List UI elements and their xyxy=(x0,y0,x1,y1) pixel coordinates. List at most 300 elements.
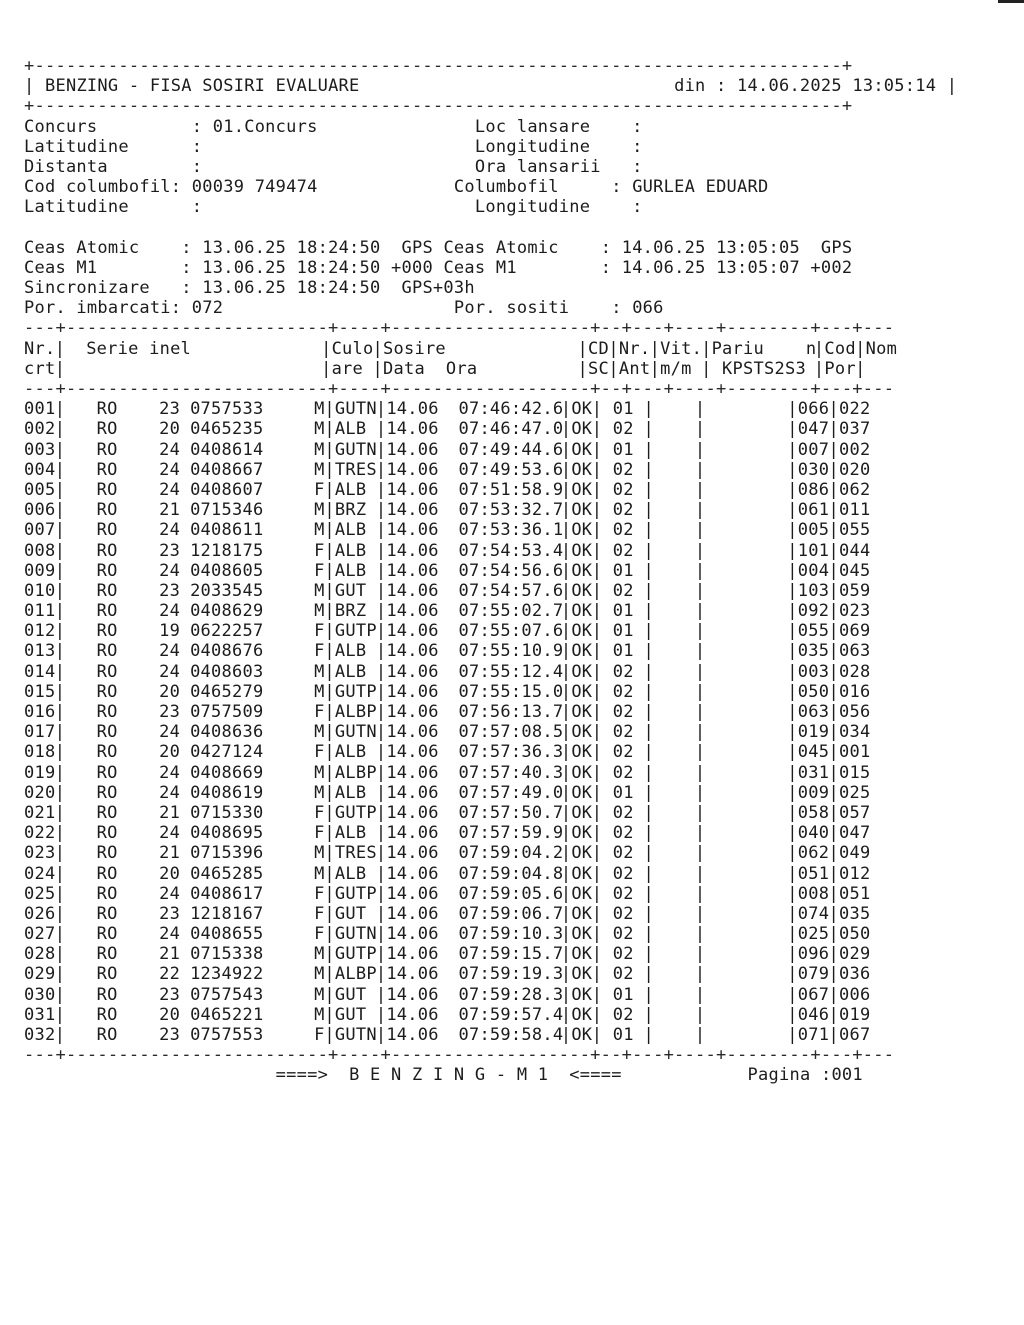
cell-time: 07:53:32.7 xyxy=(458,500,564,521)
cell-country: RO xyxy=(96,782,118,803)
cell-country: RO xyxy=(96,944,118,965)
cell-nom: 025 xyxy=(839,782,871,803)
table-top-rule: ---+-------------------------+----+-------------------+--+---+----+--------+---+--- xyxy=(24,318,895,339)
cell-time: 07:59:15.7 xyxy=(458,944,564,965)
cell-date: 14.06 xyxy=(386,479,439,500)
cell-country: RO xyxy=(96,762,118,783)
cell-date: 14.06 xyxy=(386,742,439,763)
cell-nom: 016 xyxy=(839,681,871,702)
cell-country: RO xyxy=(96,641,118,662)
table-row: 017| RO 24 0408636 M|GUTN|14.06 07:57:08.5|OK| 02 | | |019|034 xyxy=(24,722,871,743)
cell-ant: 02 xyxy=(612,802,634,823)
cell-sex: M xyxy=(314,984,325,1005)
cell-nr: 028 xyxy=(24,944,56,965)
cell-nom: 012 xyxy=(839,863,871,884)
cell-ring: 0757533 xyxy=(190,399,264,420)
cell-time: 07:46:47.0 xyxy=(458,419,564,440)
cell-nr: 026 xyxy=(24,903,56,924)
table-row: 004| RO 24 0408667 M|TRES|14.06 07:49:53.6|OK| 02 | | |030|020 xyxy=(24,459,871,480)
cell-nr: 010 xyxy=(24,580,56,601)
cell-nr: 007 xyxy=(24,520,56,541)
cell-time: 07:54:57.6 xyxy=(458,580,564,601)
cell-ring: 0757553 xyxy=(190,1025,264,1045)
table-row: 018| RO 20 0427124 F|ALB |14.06 07:57:36.3|OK| 02 | | |045|001 xyxy=(24,742,871,763)
cell-nom: 063 xyxy=(839,641,871,662)
cell-ant: 02 xyxy=(612,1004,634,1025)
cell-ring: 0408695 xyxy=(190,823,264,844)
cell-nom: 011 xyxy=(839,500,871,521)
cell-nr: 004 xyxy=(24,459,56,480)
cell-year: 23 xyxy=(159,580,181,601)
cell-sex: F xyxy=(314,1025,325,1045)
cell-ring: 0715396 xyxy=(190,843,264,864)
cell-time: 07:59:05.6 xyxy=(458,883,564,904)
cell-cdsc: OK xyxy=(571,520,593,541)
cell-year: 20 xyxy=(159,742,181,763)
cell-sex: F xyxy=(314,742,325,763)
cell-ant: 02 xyxy=(612,479,634,500)
sositi-value: 066 xyxy=(632,298,664,319)
cell-nr: 031 xyxy=(24,1004,56,1025)
cell-time: 07:59:19.3 xyxy=(458,964,564,985)
cell-ring: 1218167 xyxy=(190,903,264,924)
sositi-label: Por. sositi xyxy=(453,298,570,319)
footer-left-arrow: ====> xyxy=(275,1065,329,1086)
cell-cod: 074 xyxy=(797,903,830,924)
cell-country: RO xyxy=(96,560,118,581)
cell-color: GUTP xyxy=(334,883,377,904)
latitudine-label: Latitudine xyxy=(24,136,129,157)
ceas-m1-end: 14.06.25 13:05:07 +002 xyxy=(621,257,853,278)
cell-nom: 022 xyxy=(839,399,871,420)
arrivals-table-body xyxy=(24,399,957,1045)
cell-ring: 0465285 xyxy=(190,863,264,884)
cell-nr: 030 xyxy=(24,984,56,1005)
cell-ring: 1218175 xyxy=(190,540,264,561)
cell-color: ALB xyxy=(334,540,367,561)
columbofil-value: GURLEA EDUARD xyxy=(632,177,769,198)
cell-ant: 02 xyxy=(612,903,634,924)
cell-year: 20 xyxy=(159,1004,181,1025)
cell-country: RO xyxy=(96,823,118,844)
spacer xyxy=(24,218,957,238)
cell-sex: M xyxy=(314,863,325,884)
cell-ant: 02 xyxy=(612,823,634,844)
cell-time: 07:59:57.4 xyxy=(458,1004,564,1025)
cell-nom: 006 xyxy=(839,984,871,1005)
cell-country: RO xyxy=(96,580,118,601)
cell-ring: 0715338 xyxy=(190,944,264,965)
cell-ring: 1234922 xyxy=(190,964,264,985)
table-row: 023| RO 21 0715396 M|TRES|14.06 07:59:04.2|OK| 02 | | |062|049 xyxy=(24,843,871,864)
cell-cdsc: OK xyxy=(571,621,593,642)
cell-time: 07:57:08.5 xyxy=(458,722,564,743)
cell-cod: 025 xyxy=(797,924,830,945)
cell-ant: 02 xyxy=(612,843,634,864)
clock-row-2: Ceas M1 : 13.06.25 18:24:50 +000 Ceas M1 : 14.06.25 13:05:07 +002 xyxy=(24,257,853,278)
cell-sex: M xyxy=(314,661,325,682)
cell-color: ALBP xyxy=(334,702,377,722)
concurs-value: 01.Concurs xyxy=(212,116,318,137)
col-nr-header: Nr. xyxy=(24,338,56,359)
cell-color: GUTP xyxy=(334,621,377,642)
cod-columbofil-label: Cod columbofil xyxy=(24,177,171,198)
cell-cdsc: OK xyxy=(571,459,593,480)
table-row: 020| RO 24 0408619 M|ALB |14.06 07:57:49.0|OK| 01 | | |009|025 xyxy=(24,782,871,803)
cell-nr: 019 xyxy=(24,762,56,783)
cell-sex: F xyxy=(314,621,325,642)
cell-year: 20 xyxy=(159,681,181,702)
cell-date: 14.06 xyxy=(386,924,439,945)
cell-nr: 015 xyxy=(24,681,56,702)
cell-ring: 0408611 xyxy=(190,520,264,541)
cell-nr: 011 xyxy=(24,601,56,622)
cell-nr: 021 xyxy=(24,802,56,823)
cell-cdsc: OK xyxy=(571,580,593,601)
cell-cod: 031 xyxy=(797,762,830,783)
cell-cdsc: OK xyxy=(571,843,593,864)
cell-color: TRES xyxy=(334,843,377,864)
col-cod-subheader: Por xyxy=(824,358,856,379)
cell-cod: 092 xyxy=(797,601,830,622)
frame-top-rule: +-----------------------------------------------------------------------------+ xyxy=(24,56,853,76)
cell-date: 14.06 xyxy=(386,439,439,460)
cell-time: 07:53:36.1 xyxy=(458,520,564,541)
cell-ant: 02 xyxy=(612,661,634,682)
cell-time: 07:54:53.4 xyxy=(458,540,564,561)
cell-nr: 020 xyxy=(24,782,56,803)
cell-sex: F xyxy=(314,540,325,561)
cell-nr: 025 xyxy=(24,883,56,904)
cell-cdsc: OK xyxy=(571,641,593,662)
cell-nr: 008 xyxy=(24,540,56,561)
footer-brand: B E N Z I N G - M 1 xyxy=(349,1065,549,1086)
cod-columbofil-value: 00039 749474 xyxy=(191,177,318,198)
cell-country: RO xyxy=(96,1004,118,1025)
col-cdsc-header: CD xyxy=(587,338,609,359)
table-row: 013| RO 24 0408676 F|ALB |14.06 07:55:10.9|OK| 01 | | |035|063 xyxy=(24,641,871,662)
cell-nr: 013 xyxy=(24,641,56,662)
col-cod-header: Cod xyxy=(824,338,856,359)
table-row: 021| RO 21 0715330 F|GUTP|14.06 07:57:50.7|OK| 02 | | |058|057 xyxy=(24,802,871,823)
col-nrant-header: Nr. xyxy=(618,338,651,359)
cell-year: 24 xyxy=(159,479,181,500)
cell-ring: 0408655 xyxy=(190,924,264,945)
table-row: 022| RO 24 0408695 F|ALB |14.06 07:57:59.9|OK| 02 | | |040|047 xyxy=(24,823,871,844)
cell-cod: 101 xyxy=(797,540,830,561)
col-culoare-subheader: are xyxy=(331,358,364,379)
cell-cdsc: OK xyxy=(571,1004,593,1025)
cell-ring: 0408636 xyxy=(190,722,264,743)
cell-color: BRZ xyxy=(334,601,367,622)
cell-nr: 012 xyxy=(24,621,56,642)
cell-date: 14.06 xyxy=(386,802,439,823)
cell-ant: 01 xyxy=(612,560,634,581)
cell-sex: M xyxy=(314,762,325,783)
table-row: 028| RO 21 0715338 M|GUTP|14.06 07:59:15.7|OK| 02 | | |096|029 xyxy=(24,944,871,965)
cell-date: 14.06 xyxy=(386,903,439,924)
cell-cod: 045 xyxy=(797,742,830,763)
cell-nom: 020 xyxy=(839,459,871,480)
cell-color: GUT xyxy=(334,580,367,601)
cell-country: RO xyxy=(96,439,118,460)
cell-date: 14.06 xyxy=(386,984,439,1005)
cell-ant: 02 xyxy=(612,540,634,561)
cell-cod: 040 xyxy=(797,823,830,844)
info-row-5: Latitudine : Longitudine : xyxy=(24,197,654,218)
cell-nr: 018 xyxy=(24,742,56,763)
distanta-label: Distanta xyxy=(24,156,108,177)
cell-time: 07:49:53.6 xyxy=(458,459,564,480)
cell-ant: 02 xyxy=(612,419,634,440)
cell-country: RO xyxy=(96,964,118,985)
table-row: 027| RO 24 0408655 F|GUTN|14.06 07:59:10.3|OK| 02 | | |025|050 xyxy=(24,924,871,945)
cell-ant: 01 xyxy=(612,601,634,622)
cell-cdsc: OK xyxy=(571,984,593,1005)
cell-cdsc: OK xyxy=(571,802,593,823)
cell-ring: 0427124 xyxy=(190,742,264,763)
loc-lansare-label: Loc lansare xyxy=(474,116,591,137)
cell-year: 23 xyxy=(159,540,181,561)
cell-cod: 004 xyxy=(797,560,830,581)
table-row: 031| RO 20 0465221 M|GUT |14.06 07:59:57.4|OK| 02 | | |046|019 xyxy=(24,1004,871,1025)
cell-cod: 062 xyxy=(797,843,830,864)
cell-color: GUT xyxy=(334,1004,367,1025)
cell-ant: 02 xyxy=(612,944,634,965)
cell-cdsc: OK xyxy=(571,823,593,844)
cell-year: 20 xyxy=(159,863,181,884)
cell-nom: 067 xyxy=(839,1025,871,1045)
cell-sex: F xyxy=(314,641,325,662)
cell-ring: 0757509 xyxy=(190,702,264,722)
cell-ring: 0715330 xyxy=(190,802,264,823)
cell-sex: F xyxy=(314,702,325,722)
cell-date: 14.06 xyxy=(386,782,439,803)
cell-country: RO xyxy=(96,520,118,541)
cell-nr: 029 xyxy=(24,964,56,985)
cell-ant: 02 xyxy=(612,580,634,601)
cell-color: GUTN xyxy=(334,1025,377,1045)
cell-time: 07:49:44.6 xyxy=(458,439,564,460)
table-row: 016| RO 23 0757509 F|ALBP|14.06 07:56:13.7|OK| 02 | | |063|056 xyxy=(24,702,871,722)
cell-sex: M xyxy=(314,601,325,622)
cell-cdsc: OK xyxy=(571,944,593,965)
table-row: 012| RO 19 0622257 F|GUTP|14.06 07:55:07.6|OK| 01 | | |055|069 xyxy=(24,621,871,642)
ora-lansarii-label: Ora lansarii xyxy=(474,156,601,177)
cell-date: 14.06 xyxy=(386,1004,439,1025)
cell-cod: 008 xyxy=(797,883,830,904)
cell-sex: M xyxy=(314,439,325,460)
cell-country: RO xyxy=(96,621,118,642)
cell-year: 23 xyxy=(159,702,181,722)
cell-cdsc: OK xyxy=(571,762,593,783)
cell-year: 19 xyxy=(159,621,181,642)
cell-ring: 0408614 xyxy=(190,439,264,460)
report-title: BENZING - FISA SOSIRI EVALUARE xyxy=(44,76,360,97)
cell-year: 23 xyxy=(159,984,181,1005)
cell-ring: 0408669 xyxy=(190,762,264,783)
info-row-4: Cod columbofil: 00039 749474 Columbofil : GURLEA EDUARD xyxy=(24,177,769,198)
cell-cdsc: OK xyxy=(571,863,593,884)
col-vit-subheader: m/m xyxy=(660,358,692,379)
cell-sex: F xyxy=(314,924,325,945)
cell-cdsc: OK xyxy=(571,782,593,803)
cell-ant: 01 xyxy=(612,439,634,460)
col-pariu-header: Pariu n xyxy=(711,338,817,359)
cell-ring: 0408629 xyxy=(190,601,264,622)
cell-sex: M xyxy=(314,964,325,985)
cell-nr: 027 xyxy=(24,924,56,945)
table-row: 001| RO 23 0757533 M|GUTN|14.06 07:46:42.6|OK| 01 | | |066|022 xyxy=(24,399,871,420)
table-row: 026| RO 23 1218167 F|GUT |14.06 07:59:06.7|OK| 02 | | |074|035 xyxy=(24,903,871,924)
cell-time: 07:57:40.3 xyxy=(458,762,564,783)
cell-date: 14.06 xyxy=(386,661,439,682)
cell-nr: 005 xyxy=(24,479,56,500)
info-row-1: Concurs : 01.Concurs Loc lansare : xyxy=(24,116,654,137)
ceas-m1-start: 13.06.25 18:24:50 +000 xyxy=(202,257,433,278)
cell-country: RO xyxy=(96,1025,118,1045)
cell-color: GUTN xyxy=(334,924,377,945)
cell-ring: 2033545 xyxy=(190,580,264,601)
cell-nom: 002 xyxy=(839,439,871,460)
cell-color: GUTN xyxy=(334,439,377,460)
cell-ant: 02 xyxy=(612,883,634,904)
cell-color: GUTP xyxy=(334,802,377,823)
cell-ant: 01 xyxy=(612,1025,634,1045)
cell-nom: 044 xyxy=(839,540,871,561)
cell-cod: 079 xyxy=(797,964,830,985)
report-title-row: | BENZING - FISA SOSIRI EVALUARE din : 14.06.2025 13:05:14 | xyxy=(24,76,958,97)
page-label: Pagina xyxy=(747,1065,811,1086)
cell-date: 14.06 xyxy=(386,540,439,561)
cell-color: ALB xyxy=(334,419,367,440)
header-bottom-rule: ---+-------------------------+----+-------------------+--+---+----+--------+---+--- xyxy=(24,379,895,399)
column-header-row-2: crt| |are |Data Ora |SC|Ant|m/m | KPSTS2S3 |Por| xyxy=(24,358,866,379)
cell-time: 07:59:04.8 xyxy=(458,863,564,884)
cell-cdsc: OK xyxy=(571,681,593,702)
cell-nom: 051 xyxy=(839,883,871,904)
cell-ring: 0715346 xyxy=(190,500,264,521)
cell-ant: 01 xyxy=(612,621,634,642)
cell-time: 07:46:42.6 xyxy=(458,399,564,420)
longitudine2-label: Longitudine xyxy=(474,197,591,218)
cell-date: 14.06 xyxy=(386,621,439,642)
cell-cod: 051 xyxy=(797,863,830,884)
cell-date: 14.06 xyxy=(386,419,439,440)
cell-cod: 050 xyxy=(797,681,830,702)
cell-sex: M xyxy=(314,520,325,541)
cell-ant: 02 xyxy=(612,964,634,985)
col-culoare-header: Culo xyxy=(331,338,374,359)
cell-time: 07:55:02.7 xyxy=(458,601,564,622)
cell-cod: 071 xyxy=(797,1025,830,1045)
cell-year: 24 xyxy=(159,459,181,480)
col-nrant-subheader: Ant xyxy=(618,358,651,379)
cell-cod: 035 xyxy=(797,641,830,662)
cell-cdsc: OK xyxy=(571,924,593,945)
cell-time: 07:59:58.4 xyxy=(458,1025,564,1045)
table-row: 010| RO 23 2033545 M|GUT |14.06 07:54:57.6|OK| 02 | | |103|059 xyxy=(24,580,871,601)
cell-year: 24 xyxy=(159,560,181,581)
cell-cod: 066 xyxy=(797,399,830,420)
cell-nr: 024 xyxy=(24,863,56,884)
cell-country: RO xyxy=(96,500,118,521)
arrivals-report xyxy=(24,56,957,1086)
cell-ring: 0465235 xyxy=(190,419,264,440)
clock-row-4: Por. imbarcati: 072 Por. sositi : 066 xyxy=(24,298,664,319)
cell-sex: F xyxy=(314,883,325,904)
cell-time: 07:57:49.0 xyxy=(458,782,564,803)
cell-color: ALB xyxy=(334,661,367,682)
cell-sex: M xyxy=(314,419,325,440)
cell-nr: 016 xyxy=(24,702,56,722)
cell-ant: 01 xyxy=(612,641,634,662)
cell-year: 24 xyxy=(159,439,181,460)
cell-country: RO xyxy=(96,419,118,440)
ceas-m1-label: Ceas M1 xyxy=(24,257,98,278)
cell-cod: 103 xyxy=(797,580,830,601)
cell-nr: 009 xyxy=(24,560,56,581)
cell-cdsc: OK xyxy=(571,500,593,521)
cell-time: 07:55:12.4 xyxy=(458,661,564,682)
cell-color: GUT xyxy=(334,903,367,924)
cell-year: 20 xyxy=(159,419,181,440)
cell-ring: 0465221 xyxy=(190,1004,264,1025)
cell-ant: 01 xyxy=(612,984,634,1005)
cell-year: 23 xyxy=(159,1025,181,1045)
cell-nr: 017 xyxy=(24,722,56,743)
cell-nom: 034 xyxy=(839,722,871,743)
cell-color: GUTN xyxy=(334,722,377,743)
ceas-atomic-label-2: Ceas Atomic xyxy=(443,237,559,258)
cell-ant: 02 xyxy=(612,681,634,702)
cell-ring: 0622257 xyxy=(190,621,264,642)
cell-color: ALB xyxy=(334,863,367,884)
cell-sex: F xyxy=(314,823,325,844)
table-row: 002| RO 20 0465235 M|ALB |14.06 07:46:47.0|OK| 02 | | |047|037 xyxy=(24,419,871,440)
footer-right-arrow: <==== xyxy=(569,1065,622,1086)
cell-sex: M xyxy=(314,782,325,803)
cell-cdsc: OK xyxy=(571,742,593,763)
cell-cdsc: OK xyxy=(571,540,593,561)
cell-cdsc: OK xyxy=(571,722,593,743)
cell-nom: 028 xyxy=(839,661,871,682)
cell-ant: 02 xyxy=(612,762,634,783)
cell-date: 14.06 xyxy=(386,681,439,702)
cell-cdsc: OK xyxy=(571,560,593,581)
cell-nr: 003 xyxy=(24,439,56,460)
cell-color: ALB xyxy=(334,479,367,500)
cell-sex: M xyxy=(314,944,325,965)
cell-nom: 015 xyxy=(839,762,871,783)
cell-time: 07:59:28.3 xyxy=(458,984,564,1005)
cell-sex: M xyxy=(314,459,325,480)
table-row: 030| RO 23 0757543 M|GUT |14.06 07:59:28.3|OK| 01 | | |067|006 xyxy=(24,984,871,1005)
info-row-3: Distanta : Ora lansarii : xyxy=(24,156,654,177)
cell-nom: 019 xyxy=(839,1004,871,1025)
cell-color: BRZ xyxy=(334,500,367,521)
cell-cod: 030 xyxy=(797,459,830,480)
cell-color: TRES xyxy=(334,459,377,480)
cell-country: RO xyxy=(96,661,118,682)
cell-cod: 009 xyxy=(797,782,830,803)
cell-cdsc: OK xyxy=(571,883,593,904)
cell-date: 14.06 xyxy=(386,580,439,601)
cell-year: 24 xyxy=(159,722,181,743)
col-sosire-subheader: Data Ora xyxy=(383,358,478,379)
cell-date: 14.06 xyxy=(386,560,439,581)
cell-ring: 0465279 xyxy=(190,681,264,702)
